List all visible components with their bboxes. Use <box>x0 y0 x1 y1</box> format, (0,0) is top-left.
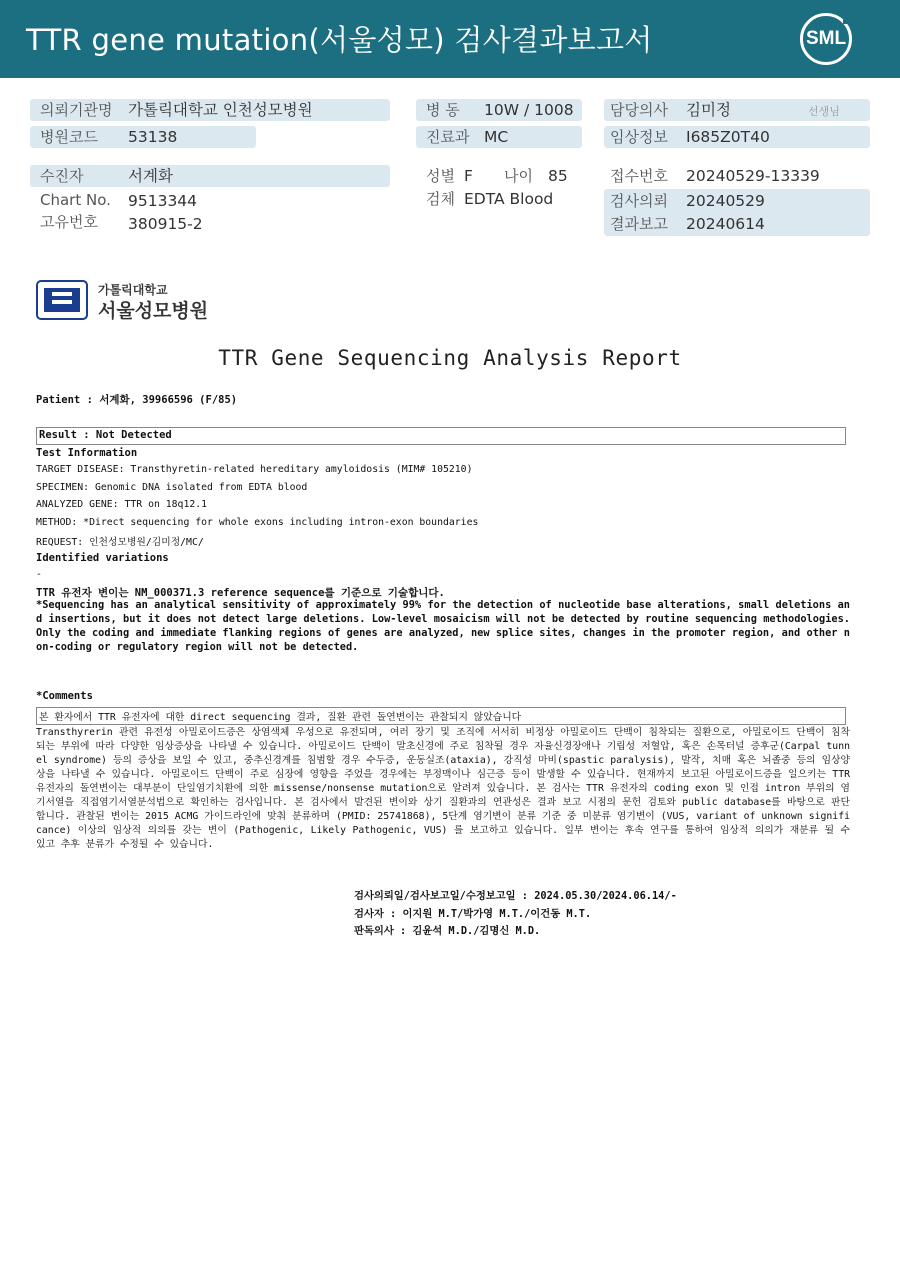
analyzed-gene: ANALYZED GENE: TTR on 18q12.1 <box>36 499 208 510</box>
patient-label: 수진자 <box>40 167 84 185</box>
test-info-heading: Test Information <box>36 447 138 459</box>
patient-line: Patient : 서계화, 39966596 (F/85) <box>36 394 238 406</box>
age-value: 85 <box>548 167 568 185</box>
comment-box-text: 본 환자에서 TTR 유전자에 대한 direct sequencing 결과, 질환 관련 돌연변이는 관찰되지 않았습니다 <box>39 712 522 723</box>
comments-heading: *Comments <box>36 690 93 702</box>
hospital-name-large: 서울성모병원 <box>98 300 209 322</box>
requesting-org-label: 의뢰기관명 <box>40 101 113 119</box>
chart-label: Chart No. <box>40 191 111 209</box>
specimen-label: 검체 <box>426 190 455 208</box>
report-title: TTR Gene Sequencing Analysis Report <box>218 346 682 370</box>
sex-label: 성별 <box>426 167 455 185</box>
sml-logo: SML <box>800 13 852 65</box>
receipt-value: 20240529-13339 <box>686 167 820 185</box>
patient-value: 서계화 <box>128 167 173 185</box>
chip-patient <box>30 165 390 187</box>
comment-body: Transthyrerin 관련 유전성 아밀로이드증은 상염색체 우성으로 유전되며, 여러 장기 및 조직에 서서히 비정상 아밀로이드 단백이 침착되는 질환으로, 아밀로이드 단백이 침착되는 부위에 따라 다양한 임상증상을 나타낼 수 있습니다. 아밀로이드 단백이 말초신경에 주로 침착될 경우 자율신경장애나 기립성 저혈압, 혹은 손목터널 증후군(Carpal tunnel syndrome) 등의 증상을 보일 수 있고, 중추신경계를 침범할 경우 수두증, 운동실조(ataxia), 강직성 마비(spastic paralysis), 발작, 치매 혹은 뇌졸중 등의 임상양상을 나타낼 수 있습니다. 아밀로이드 단백이 주로 심장에 영향을 주었을 경우에는 부정맥이나 심근증 등이 발생할 수 있습니다. 현재까지 보고된 아밀로이드증을 일으키는 TTR 유전자의 돌연변이는 대부분이 단일염기치환에 의한 missense/nonsense mutation으로 알려져 있습니다. 본 검사는 TTR 유전자의 coding exon 및 인접 intron 부위의 염기서열을 직접염기서열분석법으로 확인하는 검사입니다. 본 검사에서 발견된 변이와 상기 질환과의 연관성은 결과 보고 시점의 문헌 검토와 public database를 바탕으로 판단합니다. 관찰된 변이는 2015 ACMG 가이드라인에 맞춰 분류하며 (PMID: 25741868), 5단계 염기변이 분류 기준 중 미분류 염기변이 (VUS, variant of unknown significance) 이상의 임상적 의의를 갖는 변이 (Pathogenic, Likely Pathogenic, VUS) 를 보고하고 있습니다. 일부 변이는 후속 연구를 통하여 임상적 의의가 재분류 될 수 있고 추후 분류가 수정될 수 있습니다. <box>36 727 850 850</box>
pathologists-line: 판독의사 : 김윤석 M.D./김명신 M.D. <box>354 925 541 937</box>
dept-value: MC <box>484 128 509 146</box>
identified-heading: Identified variations <box>36 552 169 564</box>
chart-value: 9513344 <box>128 192 198 210</box>
ward-value: 10W / 1008 <box>484 101 574 119</box>
page-title: TTR gene mutation(서울성모) 검사결과보고서 <box>26 23 653 57</box>
request-line: REQUEST: 인천성모병원/김미정/MC/ <box>36 537 204 548</box>
requesting-org-value: 가톨릭대학교 인천성모병원 <box>128 101 313 119</box>
sex-value: F <box>464 167 473 185</box>
age-label: 나이 <box>504 167 533 185</box>
report-date-value: 20240614 <box>686 215 765 233</box>
specimen-value: EDTA Blood <box>464 190 554 208</box>
report-date-label: 결과보고 <box>610 215 668 233</box>
request-date-value: 20240529 <box>686 192 765 210</box>
dates-line: 검사의뢰일/검사보고일/수정보고일 : 2024.05.30/2024.06.14/- <box>354 890 677 902</box>
target-disease: TARGET DISEASE: Transthyretin-related hereditary amyloidosis (MIM# 105210) <box>36 464 473 475</box>
clinical-value: I685Z0T40 <box>686 128 770 146</box>
note-reference: TTR 유전자 변이는 NM_000371.3 reference sequence를 기준으로 기술합니다. <box>36 587 445 599</box>
request-date-label: 검사의뢰 <box>610 192 668 210</box>
ward-label: 병 동 <box>426 101 460 119</box>
result-text: Result : Not Detected <box>39 429 172 441</box>
hospital-emblem-icon <box>36 280 88 320</box>
doctor-suffix: 선생님 <box>808 105 840 118</box>
header-band <box>0 0 900 78</box>
hospital-code-value: 53138 <box>128 128 178 146</box>
unique-label: 고유번호 <box>40 213 98 231</box>
clinical-label: 임상정보 <box>610 128 668 146</box>
hospital-name-small: 가톨릭대학교 <box>98 283 168 297</box>
dept-label: 진료과 <box>426 128 470 146</box>
identified-value: - <box>36 569 42 580</box>
receipt-label: 접수번호 <box>610 167 668 185</box>
method-line: METHOD: *Direct sequencing for whole exons including intron-exon boundaries <box>36 517 479 528</box>
note-sensitivity: *Sequencing has an analytical sensitivity of approximately 99% for the detection of nucleotide base alterations, small deletions and insertions, but it does not detect large deletions. Low-level mosaicism will not be detected by routine sequencing methodologies. Only the coding and immediate flanking regions of genes are analyzed, new splice sites, changes in the promoter region, and other non-coding or regulatory region will not be detected. <box>36 599 850 653</box>
doctor-label: 담당의사 <box>610 101 668 119</box>
hospital-code-label: 병원코드 <box>40 128 98 146</box>
doctor-value: 김미정 <box>686 101 731 119</box>
specimen-line: SPECIMEN: Genomic DNA isolated from EDTA blood <box>36 482 308 493</box>
testers-line: 검사자 : 이지원 M.T/박가영 M.T./이건동 M.T. <box>354 908 592 920</box>
unique-value: 380915-2 <box>128 215 203 233</box>
